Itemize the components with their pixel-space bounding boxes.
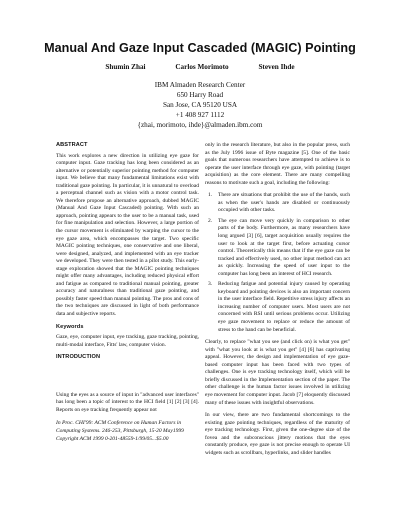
list-item xyxy=(205,192,350,215)
affiliation-street: 650 Harry Road xyxy=(176,91,224,100)
author-name: Shumin Zhai xyxy=(105,63,146,71)
notice-line: In Proc. CHI'99: ACM Conference on Human Factors in xyxy=(56,420,182,427)
abstract-heading: ABSTRACT xyxy=(56,142,88,148)
body-paragraph: Clearly, to replace "what you see (and click on) is what you get" with "what you look at is what you get" [4] [6] has captivating appeal. However, the design and implementation of eye gaze-based computer input has been faced with two types of challenges. One is eye tracking technology itself, which will be briefly discussed in the Implementation section of the paper. The other challenge is the human factor issues involved in utilizing eye movement for computer input. Jacob [7] eloquently discussed many of these issues with insightful observations. xyxy=(205,339,350,406)
affiliation-city: San Jose, CA 95120 USA xyxy=(162,101,238,110)
list-item-text: The eye can move very quickly in comparison to other parts of the body. Furthermore, as many researchers have long argued [3] [6], target acquisition usually requires the user to look at the target first, before actuating cursor control. Theoretically this means that if the eye gaze can be tracked and effectively used, no other input method can act as quickly. Increasing the speed of user input to the computer has long been an interest of HCI research. xyxy=(218,217,350,277)
affiliation-block xyxy=(0,80,400,130)
body-paragraph: only in the research literature, but also in the popular press, such as the July 1996 issue of Byte magazine [5]. One of the basic goals that numerous researchers have attempted to achieve is to operate the user interface through eye gaze, with pointing (target acquisition) as the core element. There are many compelling reasons to motivate such a goal, including the following: xyxy=(205,142,350,186)
body-paragraph: In our view, there are two fundamental shortcomings to the existing gaze pointing techniques, regardless of the maturity of eye tracking technology. First, given the one-degree size of the fovea and the subconscious jittery motions that the eyes constantly produce, eye gaze is not precise enough to operate UI widgets such as scrollbars, hyperlinks, and slider handles xyxy=(205,412,350,456)
author-list xyxy=(0,63,400,71)
affiliation-institution: IBM Almaden Research Center xyxy=(154,81,246,89)
list-item xyxy=(205,281,350,334)
list-item-number: 2. xyxy=(208,217,213,224)
introduction-heading: INTRODUCTION xyxy=(56,354,101,361)
list-item-number: 3. xyxy=(208,281,213,288)
paper-title: Manual And Gaze Input Cascaded (MAGIC) Pointing xyxy=(44,41,356,55)
list-item-number: 1. xyxy=(208,192,213,199)
author-name: Steven Ihde xyxy=(258,63,295,71)
introduction-text: Using the eyes as a source of input in "advanced user interfaces" has long been a topic of interest to the HCI field [1] [2] [3] [4]. Reports on eye tracking frequently appear not xyxy=(56,391,199,413)
author-name: Carlos Morimoto xyxy=(175,63,229,71)
reasons-list xyxy=(205,192,350,334)
affiliation-phone: +1 408 927 1112 xyxy=(175,111,225,120)
keywords-heading: Keywords xyxy=(56,323,84,330)
list-item-text: There are situations that prohibit the use of the hands, such as when the user's hands are disabled or continuously occupied with other tasks. xyxy=(218,192,350,214)
keywords-text: Gaze, eye, computer input, eye tracking, gaze tracking, pointing, multi-modal interface, Fitts' law, computer vision. xyxy=(56,334,199,348)
notice-line: Computing Systems. 246-253, Pittsburgh, 15-20 May1999 xyxy=(56,427,184,434)
list-item-text: Reducing fatigue and potential injury caused by operating keyboard and pointing devices is also an important concern in the user interface field. Repetitive stress injury affects an increasing number of computer users. Most users are not concerned with RSI until serious problems occur. Utilizing eye gaze movement to replace or reduce the amount of stress to the hand can be beneficial. xyxy=(218,281,350,333)
right-column xyxy=(205,142,350,462)
notice-line: Copyright ACM 1999 0-201-48559-1/99/05...$5.00 xyxy=(56,435,169,442)
abstract-text: This work explores a new direction in utilizing eye gaze for computer input. Gaze tracking has long been considered as an alternative or potentially superior pointing method for computer input. We believe that many fundamental limitations exist with traditional gaze pointing. In particular, it is unnatural to overload a perceptual channel such as vision with a motor control task. We therefore propose an alternative approach, dubbed MAGIC (Manual And Gaze Input Cascaded) pointing. With such an approach, pointing appears to the user to be a manual task, used for fine manipulation and selection. However, a large portion of the cursor movement is eliminated by warping the cursor to the eye gaze area, which encompasses the target. Two specific MAGIC pointing techniques, one conservative and one liberal, were designed, analyzed, and implemented with an eye tracker we developed. They were then tested in a pilot study. This early-stage exploration showed that the MAGIC pointing techniques might offer many advantages, including reduced physical effort and fatigue as compared to traditional manual pointing, greater accuracy and naturalness than traditional gaze pointing, and possibly faster speed than manual pointing. The pros and cons of the two techniques are discussed in light of both performance data and subjective reports. xyxy=(56,152,199,318)
affiliation-email: {zhai, morimoto, ihde}@almaden.ibm.com xyxy=(137,121,263,130)
list-item xyxy=(205,218,350,278)
left-column xyxy=(56,142,199,443)
copyright-notice xyxy=(56,420,199,443)
